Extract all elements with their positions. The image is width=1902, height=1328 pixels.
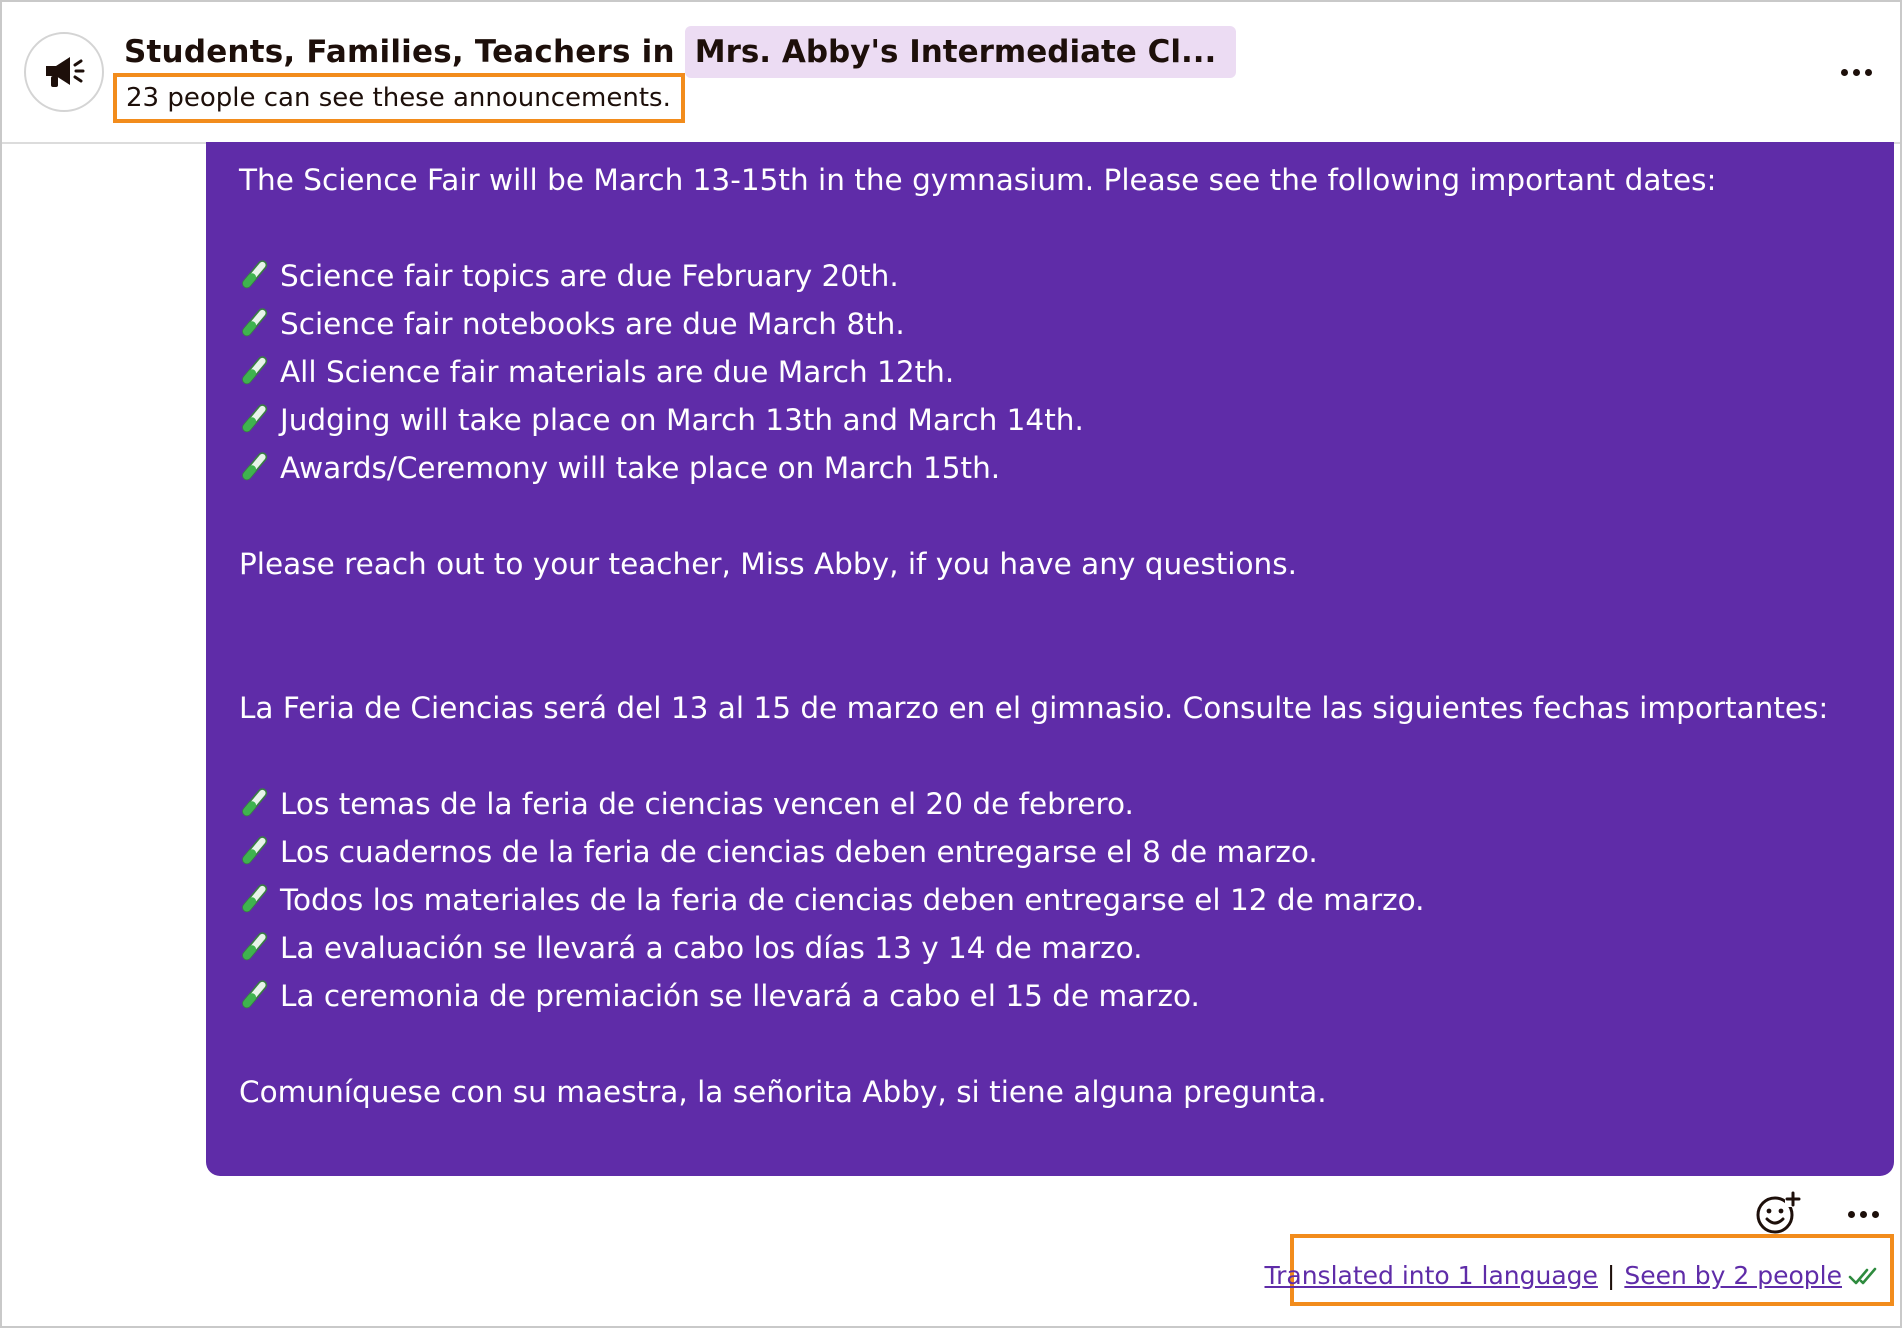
test-tube-icon <box>239 308 269 338</box>
audience-label: Students, Families, Teachers in <box>124 34 675 70</box>
blank-line <box>239 732 1864 780</box>
message-more-options-button[interactable] <box>1843 1202 1883 1226</box>
list-item-text: La evaluación se llevará a cabo los días 13 y 14 de marzo. <box>280 931 1143 965</box>
test-tube-icon <box>239 788 269 818</box>
blank-line <box>239 588 1864 684</box>
list-item <box>239 348 1864 396</box>
message-closing: Please reach out to your teacher, Miss Abby, if you have any questions. <box>239 547 1297 581</box>
list-item-text: Los cuadernos de la feria de ciencias deben entregarse el 8 de marzo. <box>280 835 1318 869</box>
message-closing-translated: Comuníquese con su maestra, la señorita Abby, si tiene alguna pregunta. <box>239 1075 1327 1109</box>
megaphone-avatar <box>24 32 104 112</box>
audience-count: 23 people can see these announcements. <box>126 83 671 113</box>
seen-by-link[interactable]: Seen by 2 people <box>1624 1261 1842 1290</box>
list-item-text: Awards/Ceremony will take place on March 15th. <box>280 451 1001 485</box>
list-item-text: All Science fair materials are due March 12th. <box>280 355 955 389</box>
list-item-text: Science fair notebooks are due March 8th. <box>280 307 905 341</box>
test-tube-icon <box>239 980 269 1010</box>
list-item <box>239 924 1864 972</box>
more-icon-dot <box>1865 69 1872 76</box>
test-tube-icon <box>239 452 269 482</box>
list-item <box>239 972 1864 1020</box>
list-item-text: Los temas de la feria de ciencias vencen el 20 de febrero. <box>280 787 1134 821</box>
test-tube-icon <box>239 932 269 962</box>
translated-link[interactable]: Translated into 1 language <box>1264 1261 1598 1290</box>
announcement-title <box>124 26 1236 78</box>
list-item <box>239 828 1864 876</box>
megaphone-icon <box>42 52 86 92</box>
double-check-icon <box>1848 1265 1878 1287</box>
list-item <box>239 252 1864 300</box>
announcement-header <box>2 2 1900 144</box>
audience-count-highlight <box>113 73 685 123</box>
class-name-chip[interactable]: Mrs. Abby's Intermediate Cl... <box>685 26 1237 78</box>
header-more-options-button[interactable] <box>1834 58 1878 86</box>
message-status-highlight <box>1264 1234 1894 1306</box>
list-item-text: La ceremonia de premiación se llevará a cabo el 15 de marzo. <box>280 979 1200 1013</box>
list-item <box>239 780 1864 828</box>
more-icon-dot <box>1853 69 1860 76</box>
list-item <box>239 396 1864 444</box>
test-tube-icon <box>239 836 269 866</box>
list-item-text: Todos los materiales de la feria de ciencias deben entregarse el 12 de marzo. <box>280 883 1425 917</box>
list-item-text: Judging will take place on March 13th and March 14th. <box>280 403 1084 437</box>
add-reaction-button[interactable] <box>1755 1190 1801 1236</box>
more-icon <box>1841 69 1848 76</box>
test-tube-icon <box>239 260 269 290</box>
message-intro: The Science Fair will be March 13-15th in the gymnasium. Please see the following important dates: <box>239 163 1717 197</box>
list-item <box>239 300 1864 348</box>
more-icon-dot <box>1872 1211 1879 1218</box>
list-item <box>239 876 1864 924</box>
message-status <box>1265 1261 1879 1290</box>
blank-line <box>239 204 1864 252</box>
list-item <box>239 444 1864 492</box>
test-tube-icon <box>239 356 269 386</box>
more-icon-dot <box>1860 1211 1867 1218</box>
message-bubble <box>206 142 1894 1176</box>
list-item-text: Science fair topics are due February 20th. <box>280 259 899 293</box>
blank-line <box>239 492 1864 540</box>
status-separator: | <box>1606 1261 1616 1290</box>
test-tube-icon <box>239 884 269 914</box>
more-icon <box>1848 1211 1855 1218</box>
test-tube-icon <box>239 404 269 434</box>
message-intro-translated: La Feria de Ciencias será del 13 al 15 de marzo en el gimnasio. Consulte las siguientes fechas importantes: <box>239 691 1829 725</box>
blank-line <box>239 1020 1864 1068</box>
smiley-plus-icon <box>1755 1190 1801 1236</box>
